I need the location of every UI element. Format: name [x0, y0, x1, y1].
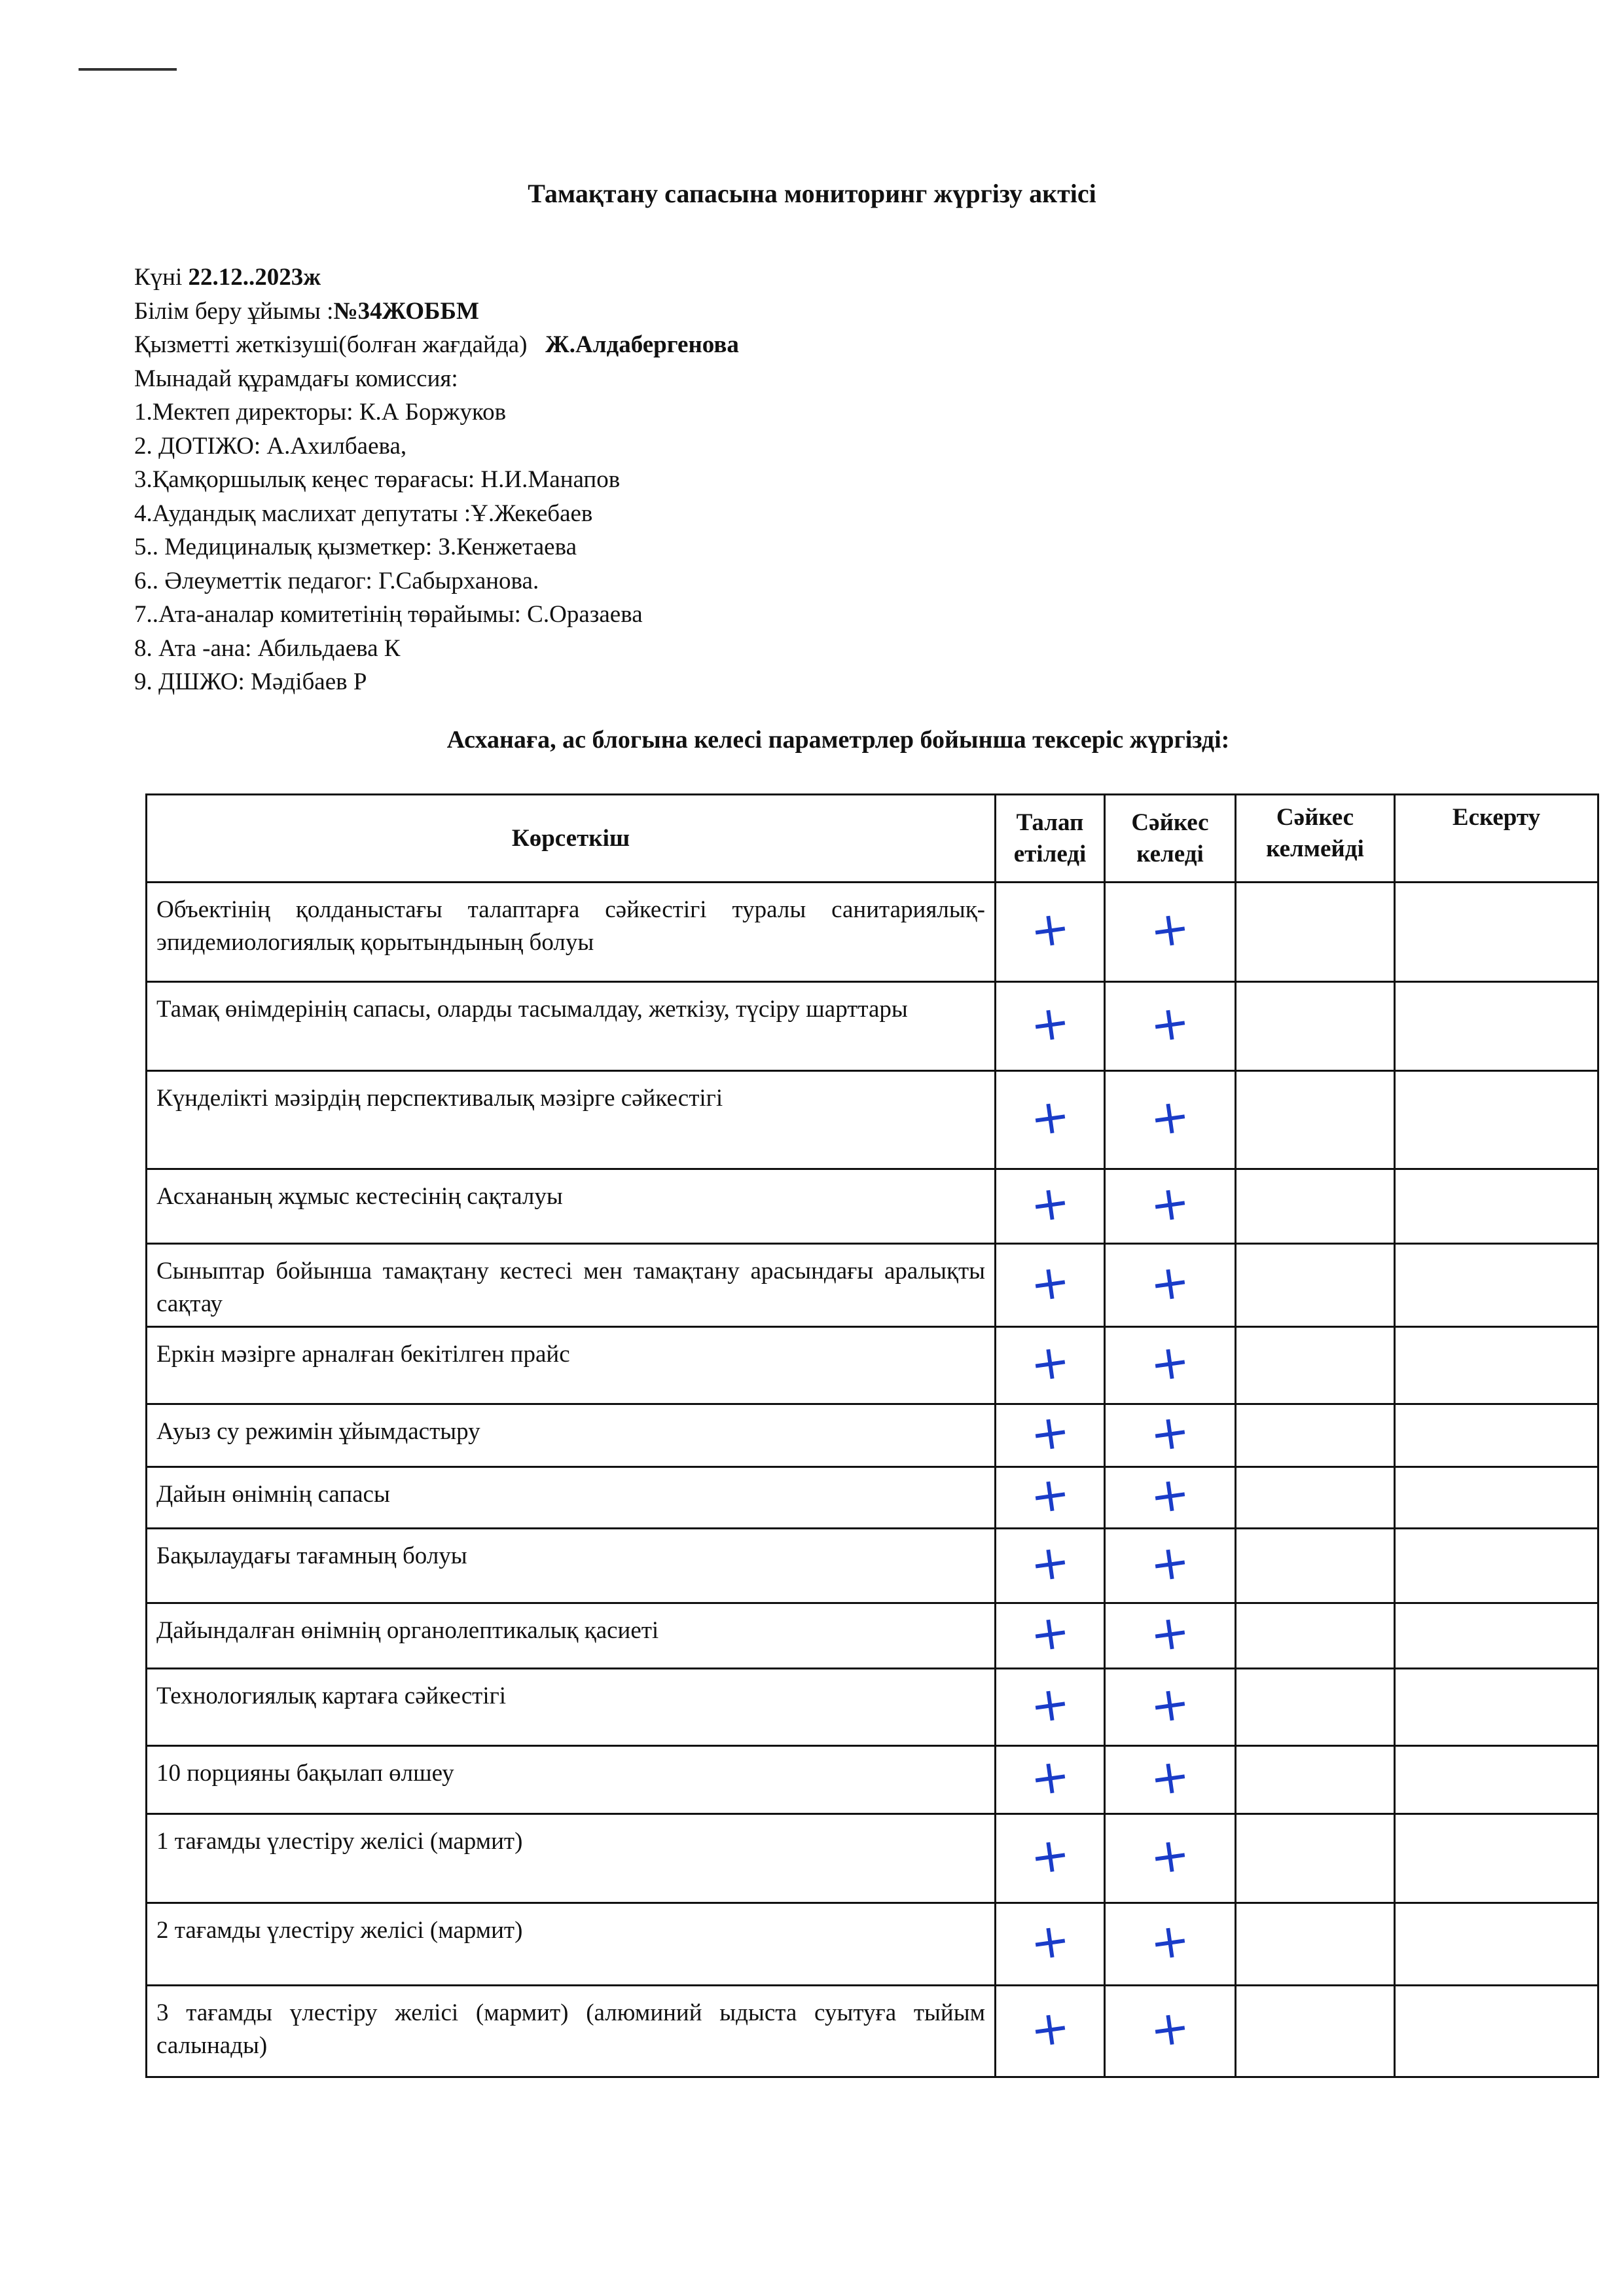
noncompliant-cell [1236, 883, 1395, 982]
handwritten-plus-mark: + [1146, 993, 1194, 1053]
table-row [147, 1986, 1598, 2077]
table-row [147, 1244, 1598, 1327]
note-cell [1395, 1986, 1598, 2077]
handwritten-plus-mark: + [1026, 1825, 1074, 1886]
note-cell [1395, 1903, 1598, 1986]
noncompliant-cell [1236, 1529, 1395, 1603]
compliant-cell [1105, 1244, 1236, 1327]
noncompliant-cell [1236, 1404, 1395, 1467]
noncompliant-cell [1236, 1071, 1395, 1169]
handwritten-plus-mark: + [1026, 1674, 1074, 1734]
note-cell [1395, 883, 1598, 982]
table-row [147, 1071, 1598, 1169]
indicator-cell: Объектінің қолданыстағы талаптарға сәйкестігі туралы санитариялық-эпидемиологиялық қорытындының болуы [147, 883, 996, 982]
indicator-cell: 3 тағамды үлестіру желісі (мармит) (алюминий ыдыста суытуға тыйым салынады) [147, 1986, 996, 2077]
commission-member: 6.. Әлеуметтік педагог: Г.Сабырханова. [134, 567, 539, 594]
handwritten-plus-mark: + [1026, 1533, 1074, 1593]
noncompliant-cell [1236, 982, 1395, 1071]
indicator-cell: Ауыз су режимін ұйымдастыру [147, 1404, 996, 1467]
noncompliant-cell [1236, 1986, 1395, 2077]
table-row [147, 1169, 1598, 1244]
handwritten-plus-mark: + [1146, 1332, 1194, 1393]
handwritten-plus-mark: + [1146, 1825, 1194, 1886]
handwritten-plus-mark: + [1146, 1252, 1194, 1313]
compliant-cell [1105, 1669, 1236, 1746]
header-indicator: Көрсеткіш [147, 795, 996, 883]
required-cell [996, 1669, 1105, 1746]
indicator-cell: Күнделікті мәзірдің перспективалық мәзірге сәйкестігі [147, 1071, 996, 1169]
document-title: Тамақтану сапасына мониторинг жүргізу актісі [528, 179, 1096, 208]
handwritten-plus-mark: + [1026, 1332, 1074, 1393]
handwritten-plus-mark: + [1146, 1533, 1194, 1593]
compliant-cell [1105, 1071, 1236, 1169]
commission-member: 4.Аудандық маслихат депутаты :Ұ.Жекебаев [134, 500, 593, 527]
compliant-cell [1105, 1603, 1236, 1669]
section-subtitle: Асханаға, ас блогына келесі параметрлер бойынша тексеріс жүргізді: [446, 726, 1230, 754]
noncompliant-cell [1236, 1169, 1395, 1244]
table-row [147, 1529, 1598, 1603]
noncompliant-cell [1236, 1327, 1395, 1404]
handwritten-plus-mark: + [1146, 1087, 1194, 1147]
required-cell [996, 1327, 1105, 1404]
handwritten-plus-mark: + [1026, 1087, 1074, 1147]
commission-label: Мынадай құрамдағы комиссия: [134, 365, 458, 392]
note-cell [1395, 1814, 1598, 1903]
table-row [147, 883, 1598, 982]
required-cell [996, 1404, 1105, 1467]
table-row [147, 1404, 1598, 1467]
required-cell [996, 1244, 1105, 1327]
commission-member: 8. Ата -ана: Абильдаева К [134, 634, 401, 662]
noncompliant-cell [1236, 1669, 1395, 1746]
note-cell [1395, 1327, 1598, 1404]
handwritten-plus-mark: + [1146, 1674, 1194, 1734]
required-cell [996, 1071, 1105, 1169]
note-cell [1395, 1404, 1598, 1467]
inspection-table [145, 793, 1599, 2078]
table-row [147, 982, 1598, 1071]
compliant-cell [1105, 1467, 1236, 1529]
note-cell [1395, 1244, 1598, 1327]
table-row [147, 1746, 1598, 1814]
indicator-cell: 1 тағамды үлестіру желісі (мармит) [147, 1814, 996, 1903]
handwritten-plus-mark: + [1146, 1603, 1194, 1663]
note-cell [1395, 1529, 1598, 1603]
handwritten-plus-mark: + [1146, 1911, 1194, 1971]
date-label: Күні [134, 264, 189, 291]
indicator-cell: Сыныптар бойынша тамақтану кестесі мен тамақтану арасындағы аралықты сақтау [147, 1244, 996, 1327]
table-row [147, 1327, 1598, 1404]
corner-mark [79, 68, 177, 71]
compliant-cell [1105, 1814, 1236, 1903]
note-cell [1395, 1669, 1598, 1746]
table-row [147, 1814, 1598, 1903]
note-cell [1395, 1071, 1598, 1169]
required-cell [996, 1169, 1105, 1244]
date-row [134, 261, 739, 295]
handwritten-plus-mark: + [1026, 1173, 1074, 1233]
noncompliant-cell [1236, 1746, 1395, 1814]
required-cell [996, 1986, 1105, 2077]
handwritten-plus-mark: + [1026, 993, 1074, 1053]
compliant-cell [1105, 1327, 1236, 1404]
note-cell [1395, 982, 1598, 1071]
commission-member: 2. ДОТІЖО: А.Ахилбаева, [134, 432, 407, 460]
indicator-cell: 10 порцияны бақылап өлшеу [147, 1746, 996, 1814]
handwritten-plus-mark: + [1146, 1173, 1194, 1233]
compliant-cell [1105, 1746, 1236, 1814]
indicator-cell: Еркін мәзірге арналған бекітілген прайс [147, 1327, 996, 1404]
table-row [147, 1467, 1598, 1529]
noncompliant-cell [1236, 1603, 1395, 1669]
required-cell [996, 1467, 1105, 1529]
indicator-cell: 2 тағамды үлестіру желісі (мармит) [147, 1903, 996, 1986]
required-cell [996, 1814, 1105, 1903]
note-cell [1395, 1169, 1598, 1244]
header-compliant: Сәйкес келеді [1105, 795, 1236, 883]
noncompliant-cell [1236, 1903, 1395, 1986]
note-cell [1395, 1603, 1598, 1669]
handwritten-plus-mark: + [1026, 1402, 1074, 1463]
noncompliant-cell [1236, 1814, 1395, 1903]
handwritten-plus-mark: + [1026, 1252, 1074, 1313]
info-block [134, 261, 739, 699]
table-body [147, 883, 1598, 2077]
date-value: 22.12..2023ж [188, 264, 321, 291]
header-required: Талап етіледі [996, 795, 1105, 883]
table-row [147, 1603, 1598, 1669]
required-cell [996, 1529, 1105, 1603]
handwritten-plus-mark: + [1026, 1998, 1074, 2058]
indicator-cell: Тамақ өнімдерінің сапасы, оларды тасымалдау, жеткізу, түсіру шарттары [147, 982, 996, 1071]
required-cell [996, 982, 1105, 1071]
indicator-cell: Технологиялық картаға сәйкестігі [147, 1669, 996, 1746]
noncompliant-cell [1236, 1244, 1395, 1327]
handwritten-plus-mark: + [1146, 1465, 1194, 1525]
required-cell [996, 883, 1105, 982]
header-note: Ескерту [1395, 795, 1598, 883]
commission-members [134, 395, 739, 699]
compliant-cell [1105, 982, 1236, 1071]
table-row [147, 1669, 1598, 1746]
provider-label: Қызметті жеткізуші(болған жағдайда) [134, 331, 546, 358]
compliant-cell [1105, 1529, 1236, 1603]
handwritten-plus-mark: + [1146, 1998, 1194, 2058]
note-cell [1395, 1467, 1598, 1529]
org-row [134, 295, 739, 329]
handwritten-plus-mark: + [1146, 1402, 1194, 1463]
required-cell [996, 1746, 1105, 1814]
handwritten-plus-mark: + [1026, 1465, 1074, 1525]
required-cell [996, 1603, 1105, 1669]
compliant-cell [1105, 1169, 1236, 1244]
provider-value: Ж.Алдабергенова [545, 331, 739, 358]
note-cell [1395, 1746, 1598, 1814]
commission-member: 7..Ата-аналар комитетінің төрайымы: С.Оразаева [134, 601, 643, 628]
handwritten-plus-mark: + [1026, 1603, 1074, 1663]
compliant-cell [1105, 883, 1236, 982]
header-noncompliant: Сәйкес келмейді [1236, 795, 1395, 883]
org-label: Білім беру ұйымы : [134, 297, 334, 325]
org-value: №34ЖОББМ [333, 297, 479, 325]
commission-member: 5.. Медициналық қызметкер: З.Кенжетаева [134, 534, 577, 560]
handwritten-plus-mark: + [1026, 1747, 1074, 1807]
required-cell [996, 1903, 1105, 1986]
handwritten-plus-mark: + [1026, 1911, 1074, 1971]
compliant-cell [1105, 1903, 1236, 1986]
indicator-cell: Дайындалған өнімнің органолептикалық қасиеті [147, 1603, 996, 1669]
provider-row [134, 328, 739, 362]
compliant-cell [1105, 1986, 1236, 2077]
commission-member: 3.Қамқоршылық кеңес төрағасы: Н.И.Манапов [134, 466, 621, 493]
indicator-cell: Бақылаудағы тағамның болуы [147, 1529, 996, 1603]
compliant-cell [1105, 1404, 1236, 1467]
noncompliant-cell [1236, 1467, 1395, 1529]
indicator-cell: Дайын өнімнің сапасы [147, 1467, 996, 1529]
indicator-cell: Асхананың жұмыс кестесінің сақталуы [147, 1169, 996, 1244]
table-row [147, 1903, 1598, 1986]
handwritten-plus-mark: + [1146, 899, 1194, 959]
commission-member: 1.Мектеп директоры: К.А Боржуков [134, 399, 507, 426]
handwritten-plus-mark: + [1146, 1747, 1194, 1807]
handwritten-plus-mark: + [1026, 899, 1074, 959]
commission-member: 9. ДШЖО: Мәдібаев Р [134, 668, 367, 695]
table-header-row [147, 795, 1598, 883]
